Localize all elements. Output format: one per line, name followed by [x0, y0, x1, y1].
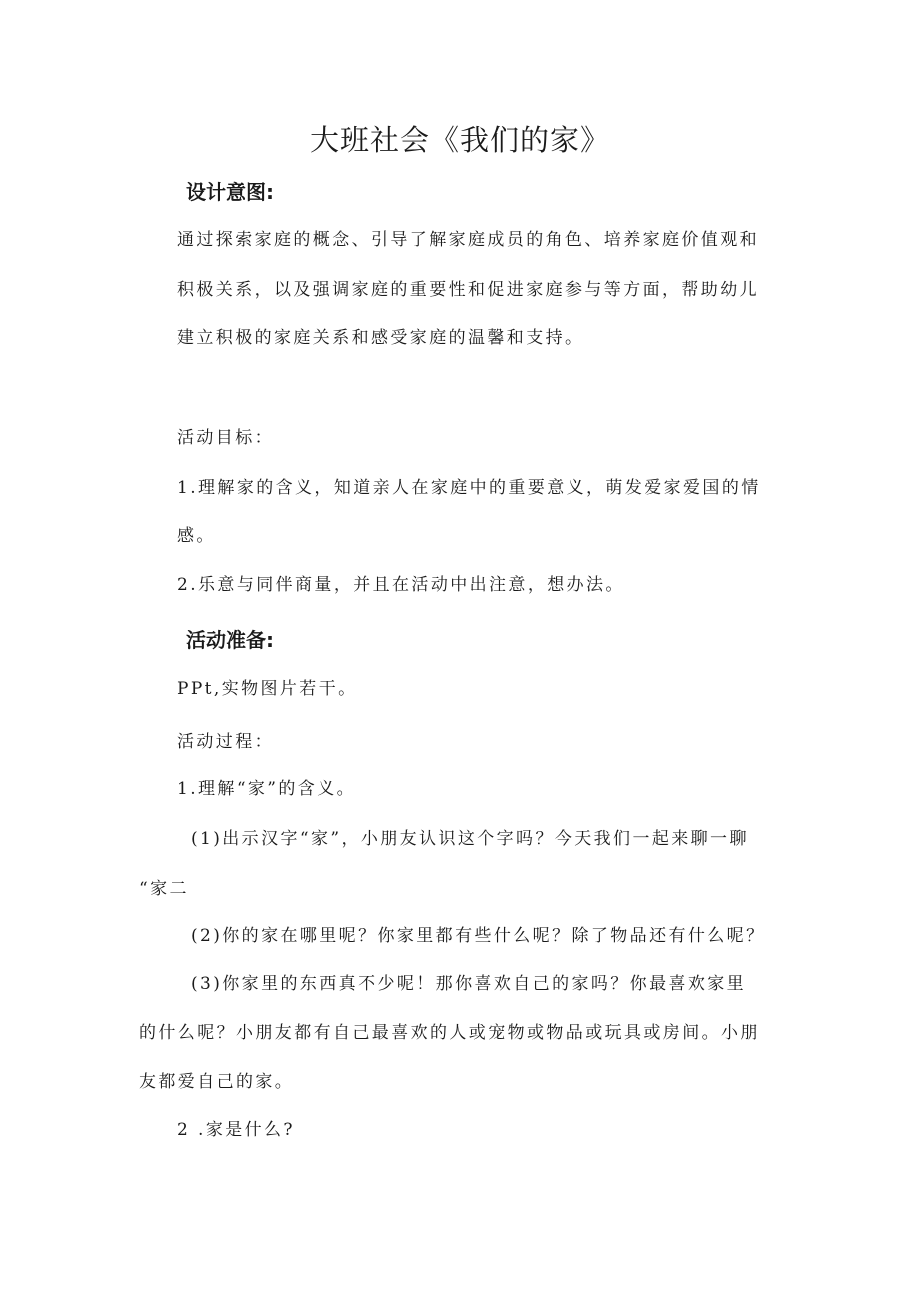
design-intent-heading: 设计意图: — [186, 180, 274, 204]
design-intent-line-2: 积极关系，以及强调家庭的重要性和促进家庭参与等方面，帮助幼儿 — [177, 280, 759, 300]
process-line-8: 2 .家是什么? — [177, 1120, 295, 1140]
goal-line-3: 2.乐意与同伴商量，并且在活动中出注意，想办法。 — [177, 575, 625, 595]
prep-heading: 活动准备: — [186, 628, 274, 652]
process-line-1: 1.理解“家”的含义。 — [177, 779, 357, 799]
process-label: 活动过程： — [177, 732, 274, 752]
process-line-3: “家二 — [139, 879, 189, 899]
process-line-4: (2)你的家在哪里呢？你家里都有些什么呢？除了物品还有什么呢？ — [191, 926, 766, 946]
design-intent-line-1: 通过探索家庭的概念、引导了解家庭成员的角色、培养家庭价值观和 — [177, 230, 759, 250]
prep-text: PPt,实物图片若干。 — [177, 679, 358, 699]
process-line-6: 的什么呢？小朋友都有自己最喜欢的人或宠物或物品或玩具或房间。小朋 — [139, 1023, 760, 1043]
process-line-2: (1)出示汉字“家”，小朋友认识这个字吗？今天我们一起来聊一聊 — [191, 829, 749, 849]
document-title: 大班社会《我们的家》 — [309, 123, 610, 157]
goal-line-2: 感。 — [177, 526, 216, 546]
design-intent-line-3: 建立积极的家庭关系和感受家庭的温馨和支持。 — [177, 328, 585, 348]
goal-line-1: 1.理解家的含义，知道亲人在家庭中的重要意义，萌发爱家爱国的情 — [177, 478, 761, 498]
goals-label: 活动目标： — [177, 428, 274, 448]
process-line-7: 友都爱自己的家。 — [139, 1072, 295, 1092]
process-line-5: (3)你家里的东西真不少呢！那你喜欢自己的家吗？你最喜欢家里 — [191, 974, 747, 994]
